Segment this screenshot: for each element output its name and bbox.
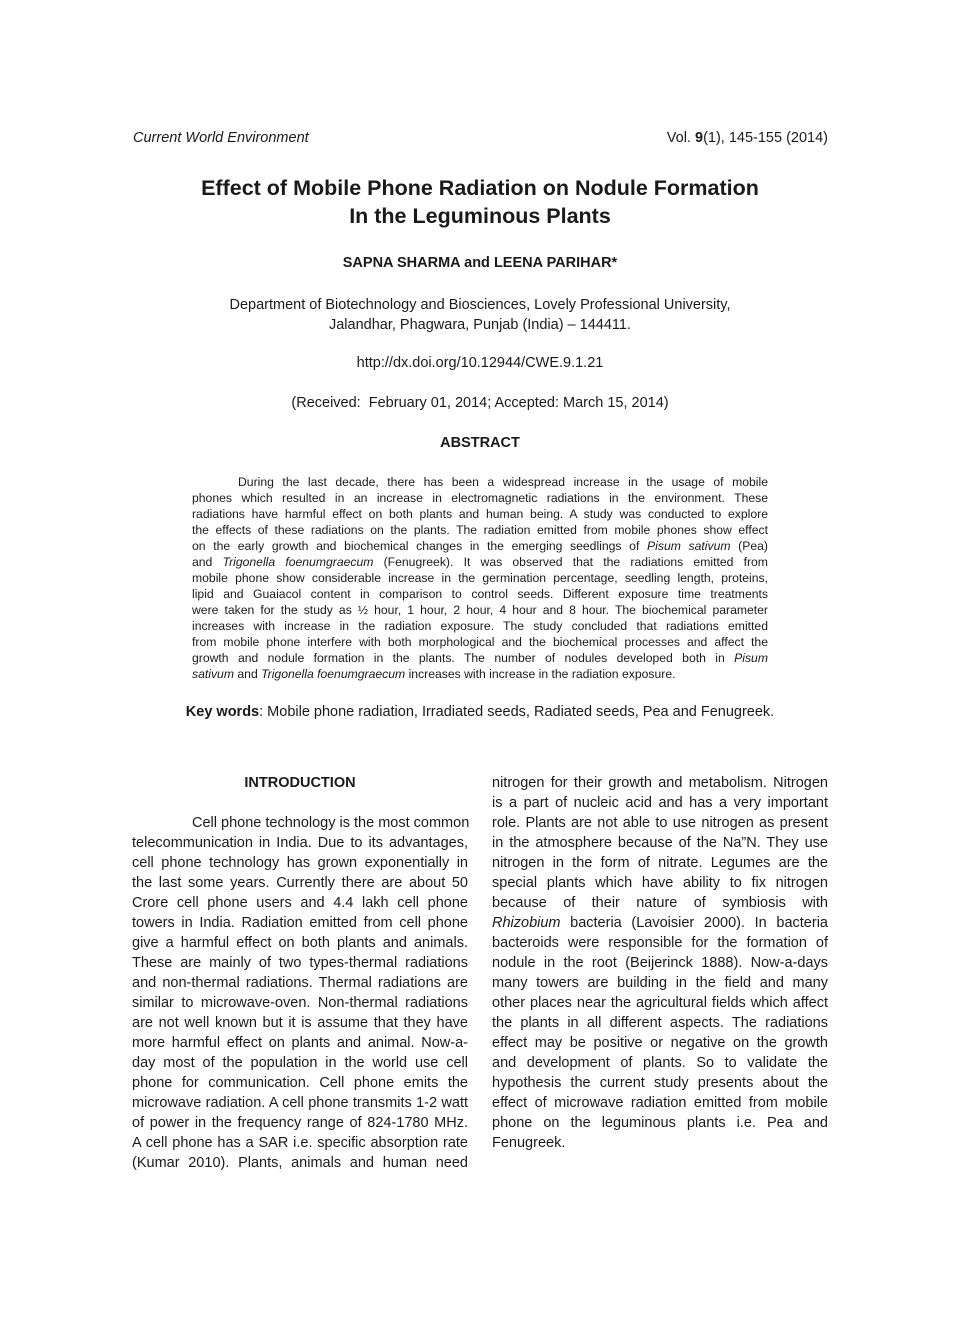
abstract-line xyxy=(192,666,768,682)
species-name: Trigonella foenumgraecum xyxy=(261,667,406,681)
body-line: A cell phone has a SAR i.e. specific absorption rate xyxy=(132,1135,468,1151)
abstract-heading: ABSTRACT xyxy=(440,435,520,451)
body-line: and development of plants. So to validate the xyxy=(492,1055,828,1071)
text: bacteria (Lavoisier 2000). In bacteria xyxy=(560,915,828,931)
body-line: These are mainly of two types-thermal radiations xyxy=(132,955,468,971)
body-line: microwave radiation. A cell phone transmits 1-2 watt xyxy=(132,1095,468,1111)
body-line: the plants in all different aspects. The radiations xyxy=(492,1015,828,1031)
affiliation xyxy=(0,295,960,335)
abstract-line: During the last decade, there has been a widespread increase in the usage of mobile xyxy=(238,475,768,489)
body-line: Fenugreek. xyxy=(492,1135,566,1151)
text: (Pea) xyxy=(730,539,768,553)
paper-title xyxy=(0,174,960,230)
text: increases with increase in the radiation exposure. xyxy=(405,667,676,681)
volume-number: 9 xyxy=(694,130,704,146)
affiliation-line-1: Department of Biotechnology and Biosciences, Lovely Professional University, xyxy=(229,297,731,313)
body-line: day most of the population in the world use cell xyxy=(132,1055,468,1071)
body-line: because of their nature of symbiosis with xyxy=(492,895,828,911)
journal-name: Current World Environment xyxy=(133,130,309,146)
species-name: Pisum sativum xyxy=(647,539,731,553)
doi-link[interactable]: http://dx.doi.org/10.12944/CWE.9.1.21 xyxy=(356,355,604,371)
body-line: cell phone technology has grown exponentially in xyxy=(132,855,468,871)
right-column xyxy=(492,773,828,1153)
left-column xyxy=(132,773,468,1173)
body-line: other places near the agricultural fields which affect xyxy=(492,995,828,1011)
body-line: similar to microwave-oven. Non-thermal radiations xyxy=(132,995,468,1011)
body-line: and non-thermal radiations. Thermal radiations are xyxy=(132,975,468,991)
body-line: telecommunication in India. Due to its advantages, xyxy=(132,835,468,851)
volume-suffix: (1), 145-155 (2014) xyxy=(703,130,828,146)
abstract-line xyxy=(192,554,768,570)
received-accepted-dates: (Received: February 01, 2014; Accepted: March 15, 2014) xyxy=(291,395,669,411)
abstract-line: lipid and Guaiacol content in comparison to control seeds. Different exposure time treatments xyxy=(192,587,768,601)
species-name: Trigonella foenumgraecum xyxy=(222,555,374,569)
body-line: effect of microwave radiation emitted from mobile xyxy=(492,1095,828,1111)
abstract-line: the effects of these radiations on the plants. The radiation emitted from mobile phones show effect xyxy=(192,523,768,537)
abstract-line xyxy=(192,538,768,554)
body-line: Crore cell phone users and 4.4 lakh cell phone xyxy=(132,895,468,911)
text: on the early growth and biochemical changes in the emerging seedlings of xyxy=(192,539,648,553)
abstract-line: radiations have harmful effect on both plants and human being. A study was conducted to explore xyxy=(192,507,768,521)
abstract-line: mobile phone show considerable increase in the germination percentage, seedling length, proteins, xyxy=(192,571,768,585)
introduction-heading: INTRODUCTION xyxy=(244,775,356,791)
body-line: phone for communication. Cell phone emits the xyxy=(132,1075,468,1091)
species-name: sativum xyxy=(192,667,234,681)
body-line: phone on the leguminous plants i.e. Pea and xyxy=(492,1115,828,1131)
body-line: bacteroids were responsible for the formation of xyxy=(492,935,828,951)
body-line: in the atmosphere because of the Na”N. They use xyxy=(492,835,828,851)
body-line: role. Plants are not able to use nitrogen as present xyxy=(492,815,828,831)
authors: SAPNA SHARMA and LEENA PARIHAR* xyxy=(342,255,618,271)
body-line: special plants which have ability to fix nitrogen xyxy=(492,875,828,891)
body-line: of power in the frequency range of 824-1780 MHz. xyxy=(132,1115,468,1131)
abstract-line: from mobile phone interfere with both morphological and the biochemical processes and affect the xyxy=(192,635,768,649)
title-line-1: Effect of Mobile Phone Radiation on Nodule Formation xyxy=(201,176,759,200)
body-line: effect may be positive or negative on the growth xyxy=(492,1035,828,1051)
body-line: nodule in the root (Beijerinck 1888). Now-a-days xyxy=(492,955,828,971)
body-line: (Kumar 2010). Plants, animals and human need xyxy=(132,1155,468,1171)
text: growth and nodule formation in the plants. The number of nodules developed both in xyxy=(192,651,735,665)
abstract-line: were taken for the study as ½ hour, 1 hour, 2 hour, 4 hour and 8 hour. The biochemical parameter xyxy=(192,603,768,617)
species-name: Rhizobium xyxy=(492,915,561,931)
body-line: is a part of nucleic acid and has a very important xyxy=(492,795,828,811)
body-line: Cell phone technology is the most common xyxy=(192,815,470,831)
text: and xyxy=(234,667,262,681)
body-line: the last some years. Currently there are about 50 xyxy=(132,875,468,891)
species-name: Pisum xyxy=(734,651,768,665)
abstract-line xyxy=(192,650,768,666)
body-line: nitrogen in the form of nitrate. Legumes are the xyxy=(492,855,828,871)
body-line: more harmful effect on plants and animal. Now-a- xyxy=(132,1035,468,1051)
body-line: many towers are building in the field and many xyxy=(492,975,828,991)
body-line: nitrogen for their growth and metabolism. Nitrogen xyxy=(492,775,828,791)
text: (Fenugreek). It was observed that the radiations emitted from xyxy=(373,555,768,569)
volume-info xyxy=(667,130,828,146)
keywords-text: : Mobile phone radiation, Irradiated seeds, Radiated seeds, Pea and Fenugreek. xyxy=(259,704,775,720)
keywords xyxy=(0,704,960,720)
body-line: hypothesis the current study presents about the xyxy=(492,1075,828,1091)
title-line-2: In the Leguminous Plants xyxy=(349,204,611,228)
text: and xyxy=(192,555,223,569)
abstract-body xyxy=(192,474,768,682)
body-line: towers in India. Radiation emitted from cell phone xyxy=(132,915,468,931)
body-line: are not well known but it is assume that they have xyxy=(132,1015,468,1031)
keywords-label: Key words xyxy=(185,704,260,720)
body-line xyxy=(492,913,828,933)
volume-prefix: Vol. xyxy=(666,130,695,146)
affiliation-line-2: Jalandhar, Phagwara, Punjab (India) – 144411. xyxy=(328,317,632,333)
body-line: give a harmful effect on both plants and animals. xyxy=(132,935,468,951)
abstract-line: phones which resulted in an increase in electromagnetic radiations in the environment. These xyxy=(192,491,768,505)
abstract-line: increases with increase in the radiation exposure. The study concluded that radiations emitted xyxy=(192,619,768,633)
